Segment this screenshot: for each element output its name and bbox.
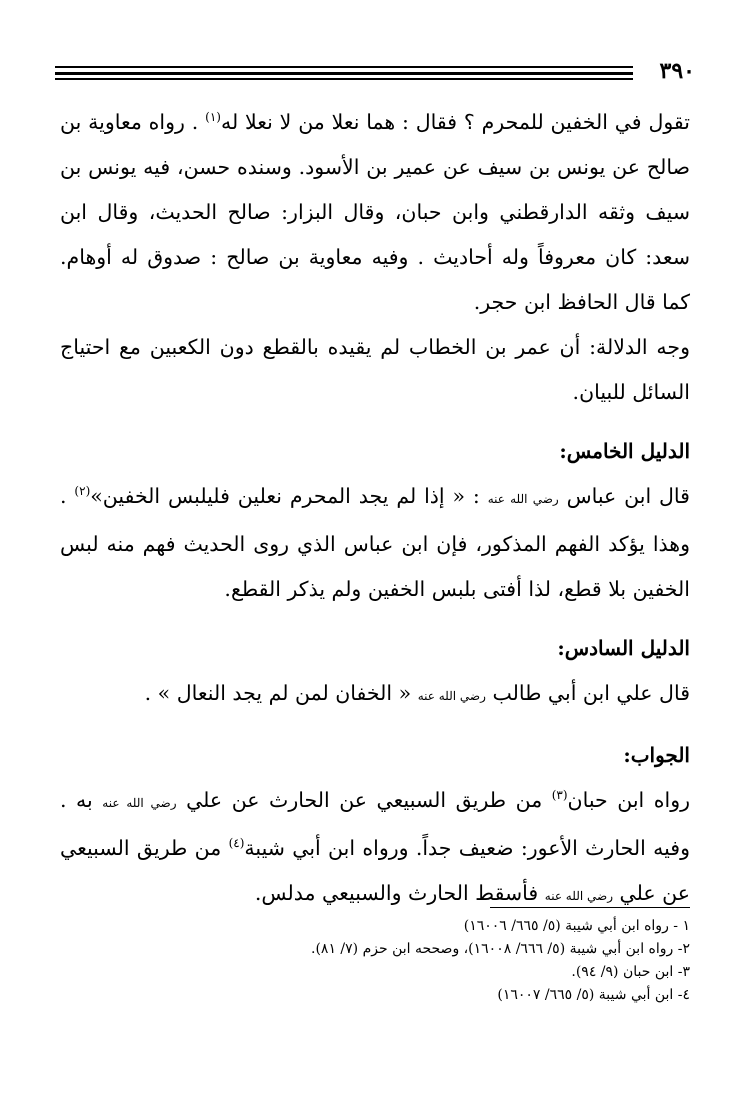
footnote: ٤- ابن أبي شيبة (٥/ ٦٦٥/ ١٦٠٠٧) [497, 987, 690, 1003]
answer-paragraph: رواه ابن حبان$^{(٣)}$ من طريق السبيعي عن الحارث عن علي رضي الله عنه به . وفيه الحارث الأعور: ضعيف جداً. ورواه ابن أبي شيبة$^{(٤)}$ من طريق السبيعي عن علي رضي الله عنه فأسقط الحارث والسبيعي مدلس. [60, 788, 690, 905]
footnote: ٢- رواه ابن أبي شيبة (٥/ ٦٦٦/ ١٦٠٠٨)، وصححه ابن حزم (٧/ ٨١). [311, 941, 690, 957]
section-heading: الدليل السادس: [557, 636, 690, 660]
footnote-ref[interactable]: (١) [205, 110, 221, 125]
footnotes [60, 915, 690, 1007]
page-number: ٣٩٠ [656, 60, 695, 82]
footnote-ref[interactable]: (٣) [551, 788, 568, 803]
footnote-ref[interactable]: (٤) [228, 836, 245, 851]
header-rule [55, 72, 633, 75]
footnote-divider [490, 907, 690, 908]
sixth-paragraph: قال علي ابن أبي طالب رضي الله عنه « الخفان لمن لم يجد النعال » . [144, 681, 690, 705]
wajh-paragraph: وجه الدلالة: أن عمر بن الخطاب لم يقيده بالقطع دون الكعبين مع احتياج السائل للبيان. [60, 335, 690, 404]
footnote-ref[interactable]: (٢) [74, 484, 91, 499]
header-rule [55, 78, 633, 80]
honorific-mark: رضي الله عنه [417, 689, 486, 703]
page-header [55, 60, 695, 82]
honorific-mark: رضي الله عنه [487, 492, 559, 506]
section-heading: الجواب: [623, 743, 690, 767]
section-heading: الدليل الخامس: [559, 439, 690, 463]
footnote: ٣- ابن حبان (٩/ ٩٤). [571, 964, 690, 980]
body-text [60, 100, 690, 919]
intro-paragraph: تقول في الخفين للمحرم ؟ فقال : هما نعلا من لا نعلا له$^{(١)}$ . رواه معاوية بن صالح عن يونس بن سيف عن عمير بن الأسود. وسنده حسن، فيه يونس بن سيف وثقه الدارقطني وابن حبان، وقال البزار: صالح الحديث، وقال ابن سعد: كان معروفاً وله أحاديث . وفيه معاوية بن صالح : صدوق له أوهام. كما قال الحافظ ابن حجر. [60, 110, 691, 314]
honorific-mark: رضي الله عنه [102, 796, 177, 810]
fifth-paragraph: قال ابن عباس رضي الله عنه : « إذا لم يجد المحرم نعلين فليلبس الخفين»$^{(٢)}$ . وهذا يؤكد الفهم المذكور، فإن ابن عباس الذي روى الحديث فهم منه لبس الخفين بلا قطع، لذا أفتى بلبس الخفين ولم يذكر القطع. [60, 484, 690, 601]
honorific-mark: رضي الله عنه [544, 889, 613, 903]
header-rule [55, 66, 633, 68]
footnote: ١ - رواه ابن أبي شيبة (٥/ ٦٦٥/ ١٦٠٠٦) [463, 918, 690, 934]
